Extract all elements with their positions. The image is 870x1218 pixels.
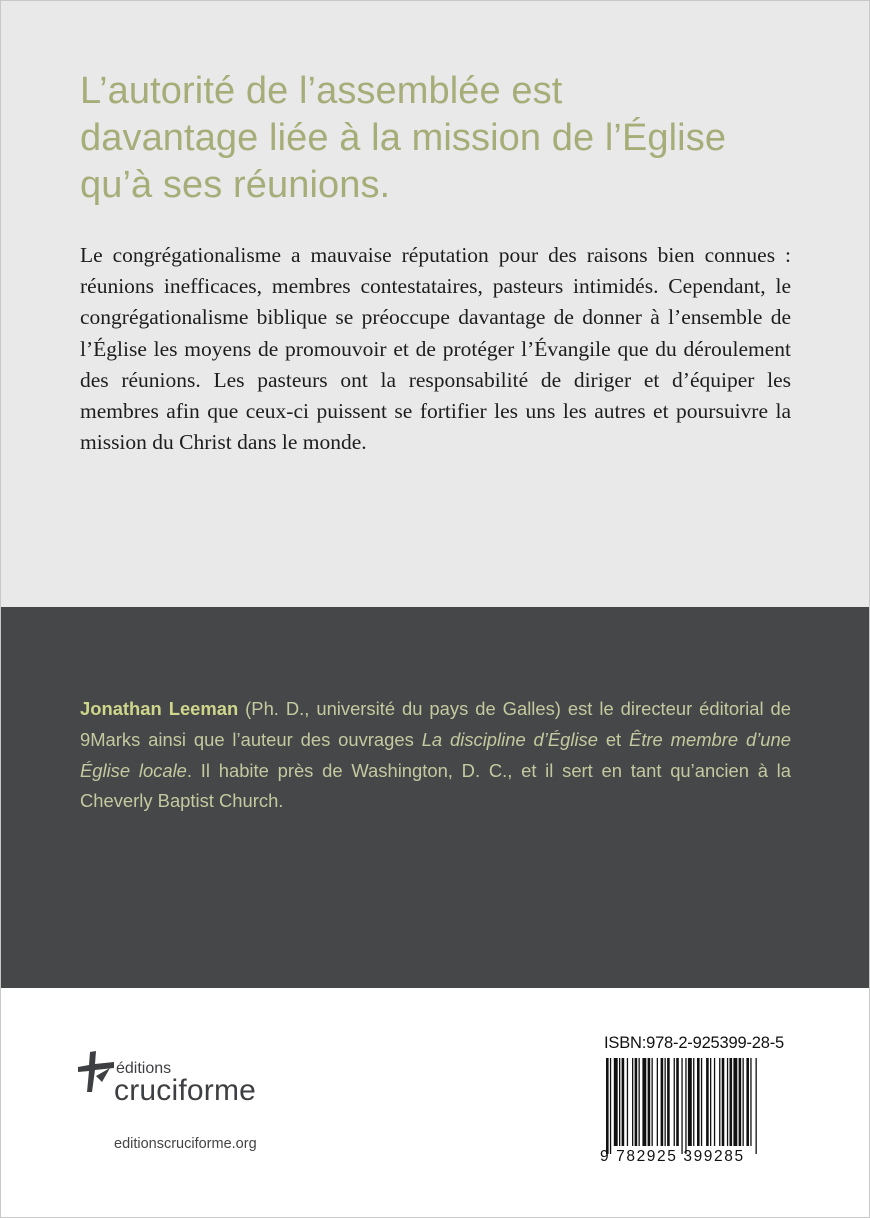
barcode-bar	[610, 1058, 611, 1154]
barcode-bar	[657, 1058, 658, 1146]
barcode-bar	[714, 1058, 715, 1146]
barcode-bar	[706, 1058, 709, 1146]
summary-section	[0, 0, 870, 607]
barcode-bar	[632, 1058, 633, 1146]
barcode-bar	[635, 1058, 638, 1146]
barcode-bar	[746, 1058, 749, 1146]
bio-text-1: (Ph. D., université du pays de Galles) est le directeur éditorial de 9Marks ainsi que l’auteur des ouvrages	[80, 698, 791, 750]
barcode-bar	[710, 1058, 711, 1146]
barcode-bar	[756, 1058, 757, 1154]
barcode-bar	[739, 1058, 742, 1146]
headline-line-1: L’autorité de l’assemblée est	[80, 70, 563, 112]
bio-text-3: . Il habite près de Washington, D. C., et il sert en tant qu’ancien à la Cheverly Baptist Church.	[80, 759, 792, 812]
barcode-bar	[606, 1058, 609, 1154]
barcode-bar	[719, 1058, 720, 1146]
barcode-bar	[701, 1058, 702, 1146]
barcode-bar	[639, 1058, 640, 1146]
barcode-bar	[642, 1058, 646, 1146]
barcode-bar	[685, 1058, 686, 1154]
bio-text-2: et	[597, 728, 630, 750]
author-name: Jonathan Leeman	[80, 698, 239, 719]
barcode-bar	[652, 1058, 653, 1146]
barcode-bar	[727, 1058, 728, 1146]
publisher-logo	[78, 1048, 308, 1120]
cross-logo-icon	[78, 1048, 118, 1118]
barcode-bar	[750, 1058, 751, 1146]
barcode-bar	[674, 1058, 675, 1146]
barcode-bar	[665, 1058, 666, 1146]
barcode-bar	[697, 1058, 700, 1146]
barcode-bar	[743, 1058, 744, 1146]
barcode-bar	[693, 1058, 694, 1146]
barcode-bar	[614, 1058, 618, 1146]
book-title-2: Être membre d’une Église locale	[80, 728, 791, 781]
barcode-bar	[722, 1058, 725, 1146]
blurb-text: Le congrégationalisme a mauvaise réputation pour des raisons bien connues : réunions inefficaces, membres contestataires, pasteurs intimidés. Cependant, le congrégationalisme biblique se préoccupe davantage de donner à l’ensemble de l’Église les moyens de promouvoir et de protéger l’Évangile que du déroulement des réunions. Les pasteurs ont la responsabilité de diriger et d’équiper les membres afin que ceux-ci puissent se fortifier les uns les autres et poursuivre la mission du Christ dans le monde.	[80, 243, 791, 455]
barcode-bar	[681, 1058, 682, 1154]
book-title-1: La discipline d’Église	[421, 728, 598, 750]
barcode-digits: 9 782925 399285	[600, 1148, 745, 1165]
publisher-website: editionscruciforme.org	[114, 1136, 257, 1152]
barcode-bar	[667, 1058, 670, 1146]
author-bio	[80, 694, 791, 817]
isbn-label: ISBN:978-2-925399-28-5	[604, 1034, 784, 1052]
logo-cruciforme-text: cruciforme	[114, 1074, 257, 1107]
barcode-bar	[676, 1058, 679, 1146]
barcode-bar	[733, 1058, 737, 1146]
barcode-bar	[661, 1058, 664, 1146]
headline-line-2: davantage liée à la mission de l’Église	[80, 117, 727, 159]
barcode-bar	[688, 1058, 692, 1146]
barcode-bar	[730, 1058, 733, 1146]
barcode-bar	[619, 1058, 620, 1146]
barcode-bar	[648, 1058, 651, 1146]
logo-editions-text: éditions	[116, 1060, 172, 1077]
headline-line-3: qu’à ses réunions.	[80, 164, 391, 206]
barcode-bar	[622, 1058, 625, 1146]
headline	[80, 68, 840, 209]
barcode-bar	[627, 1058, 628, 1146]
